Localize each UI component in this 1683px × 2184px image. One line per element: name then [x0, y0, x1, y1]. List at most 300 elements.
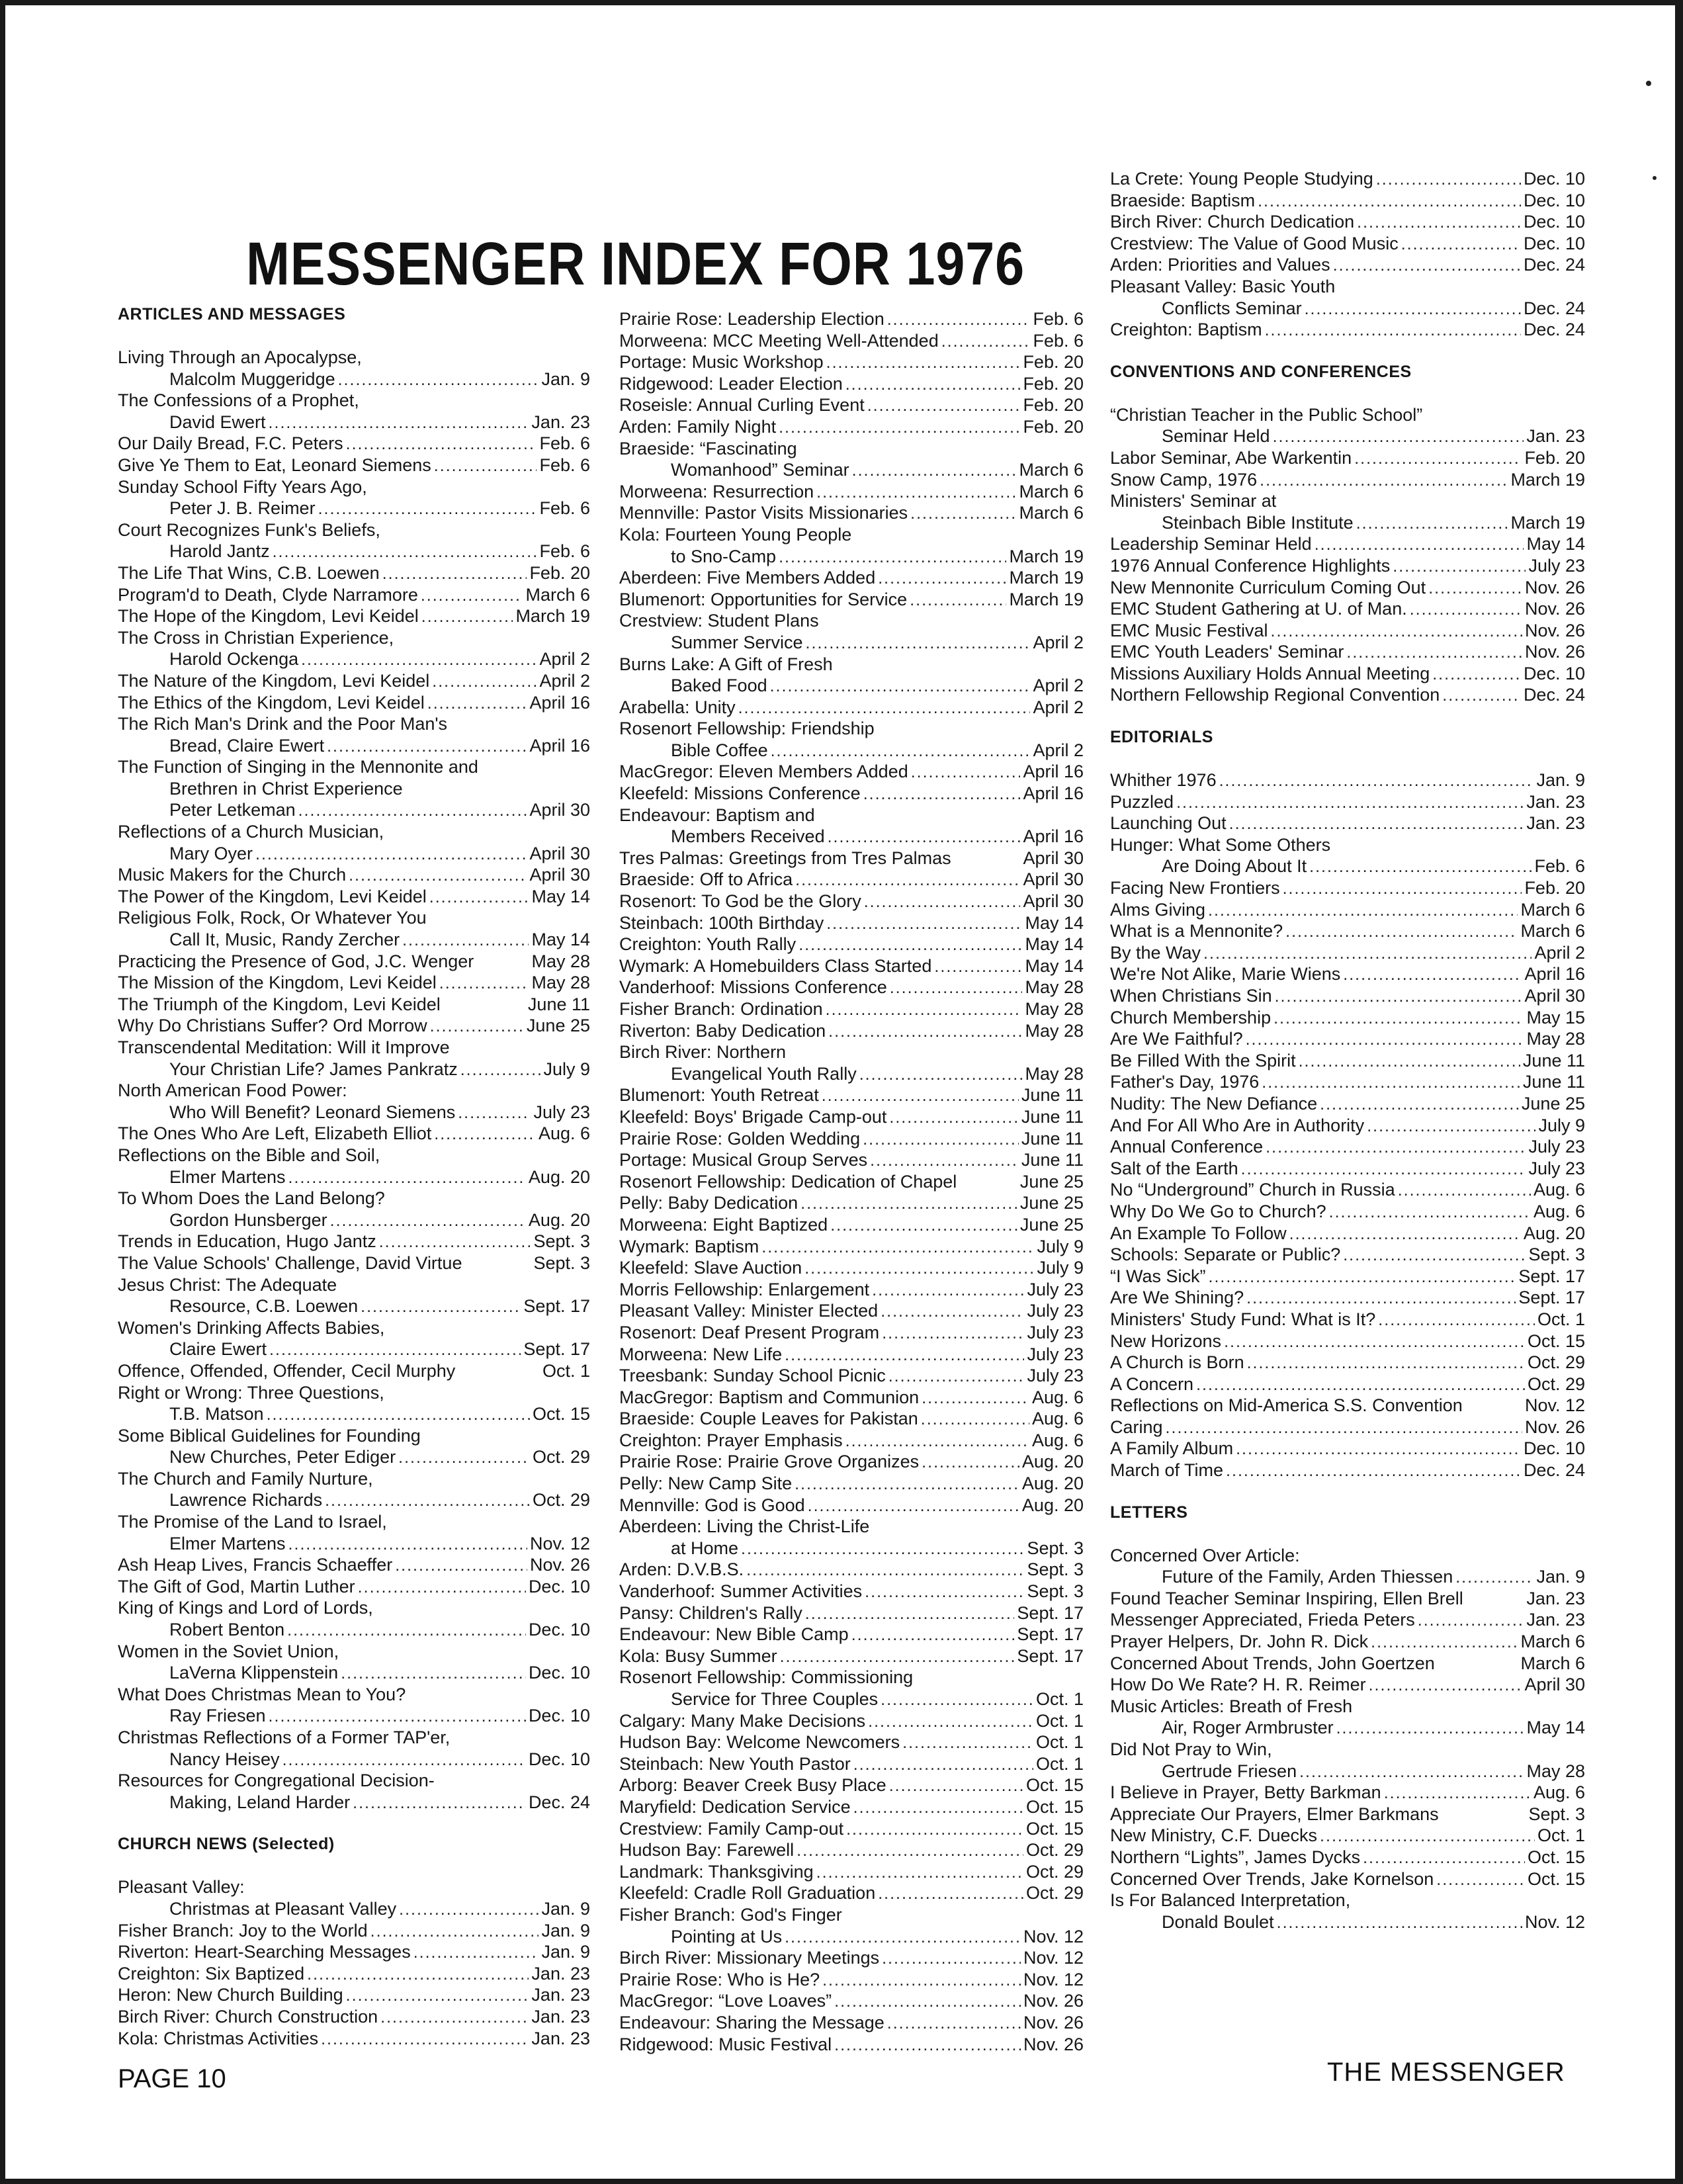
section-heading: CONVENTIONS AND CONFERENCES: [1110, 362, 1412, 381]
issue-date: Dec. 24: [528, 1792, 590, 1812]
entry-title: Rosenort Fellowship: Friendship: [619, 719, 875, 739]
issue-date: July 23: [1027, 1279, 1084, 1299]
entry-title: And For All Who Are in Authority: [1110, 1115, 1365, 1135]
index-entry: [619, 1451, 1084, 1473]
entry-title: Claire Ewert: [169, 1339, 267, 1360]
dot-leader: [1246, 1288, 1516, 1309]
index-entry: [1110, 211, 1585, 233]
issue-date: Sept. 17: [1518, 1266, 1585, 1286]
index-entry: [619, 1408, 1084, 1430]
dot-leader: [761, 1237, 1034, 1258]
index-entry: [619, 1279, 1084, 1301]
entry-title: Missions Auxiliary Holds Annual Meeting: [1110, 663, 1430, 683]
dot-leader: [845, 1430, 1029, 1452]
index-entry: [619, 955, 1084, 977]
dot-leader: [1226, 1460, 1521, 1482]
issue-date: April 2: [1033, 697, 1084, 717]
dot-leader: [1410, 599, 1522, 621]
index-entry: [118, 929, 590, 951]
index-entry: [619, 1538, 1084, 1559]
entry-title: Tres Palmas: Greetings from Tres Palmas: [619, 848, 951, 868]
index-entry: [619, 1990, 1084, 2012]
dot-leader: [1428, 578, 1522, 599]
index-entry: [1110, 1739, 1585, 1761]
issue-date: April 2: [1033, 676, 1084, 696]
dot-leader: [370, 1921, 539, 1943]
index-entry: [1110, 1374, 1585, 1395]
entry-title: Birch River: Church Dedication: [1110, 212, 1355, 232]
entry-title: Our Daily Bread, F.C. Peters: [118, 433, 343, 454]
issue-date: Oct. 15: [1025, 1818, 1084, 1839]
scan-speck: [1646, 81, 1651, 86]
dot-leader: [380, 2007, 529, 2029]
dot-leader: [267, 1404, 530, 1426]
dot-leader: [922, 1452, 1019, 1473]
entry-title: Prairie Rose: Golden Wedding: [619, 1128, 861, 1149]
entry-title: Nancy Heisey: [169, 1749, 280, 1769]
entry-title: Music Makers for the Church: [118, 865, 347, 885]
issue-date: April 16: [529, 735, 590, 756]
issue-date: April 2: [539, 670, 590, 691]
issue-date: May 28: [1025, 977, 1084, 998]
index-entry: [1110, 1761, 1585, 1782]
index-entry: [118, 1749, 590, 1770]
index-entry: [619, 1192, 1084, 1214]
index-entry: [619, 438, 1084, 460]
index-entry: [1110, 1309, 1585, 1331]
entry-title: Arden: Family Night: [619, 416, 777, 437]
entry-title: Caring: [1110, 1417, 1163, 1437]
entry-title: Wymark: Baptism: [619, 1236, 759, 1256]
entry-title: By the Way: [1110, 942, 1201, 963]
issue-date: April 16: [1023, 762, 1084, 782]
index-entry: [619, 1904, 1084, 1926]
issue-date: March 19: [1510, 469, 1585, 490]
dot-leader: [845, 374, 1021, 396]
issue-date: March 6: [1520, 1653, 1585, 1673]
issue-date: May 28: [531, 973, 590, 993]
issue-date: June 25: [1019, 1214, 1084, 1235]
issue-date: Feb. 6: [539, 541, 590, 562]
entry-title: Lawrence Richards: [169, 1490, 323, 1510]
entry-title: Pointing at Us: [671, 1926, 783, 1946]
dot-leader: [865, 1581, 1024, 1603]
issue-date: June 11: [1021, 1085, 1084, 1106]
index-column-3: [1110, 168, 1585, 1933]
entry-title: Making, Leland Harder: [169, 1792, 351, 1812]
entry-title: Elmer Martens: [169, 1166, 286, 1187]
index-entry: [118, 1597, 590, 1619]
index-entry: [1110, 319, 1585, 341]
index-entry: [118, 1770, 590, 1792]
issue-date: March 19: [1009, 589, 1084, 609]
issue-date: Nov. 26: [1524, 599, 1585, 619]
issue-date: Feb. 6: [539, 433, 590, 454]
dot-leader: [1260, 470, 1508, 492]
index-entry: [118, 1231, 590, 1252]
index-entry: [619, 1882, 1084, 1904]
dot-leader: [1176, 792, 1524, 814]
index-entry: [1110, 1609, 1585, 1631]
issue-date: May 28: [1025, 999, 1084, 1019]
dot-leader: [269, 1706, 526, 1727]
index-entry: [1110, 190, 1585, 212]
index-entry: [118, 907, 590, 929]
issue-date: June 11: [1522, 1072, 1585, 1092]
entry-title: Offence, Offended, Offender, Cecil Murphy: [118, 1360, 456, 1381]
index-entry: [619, 891, 1084, 912]
entry-title: The Function of Singing in the Mennonite and: [118, 757, 478, 777]
index-entry: [118, 1102, 590, 1123]
entry-title: A Family Album: [1110, 1438, 1234, 1459]
index-entry: [118, 369, 590, 390]
issue-date: Sept. 17: [523, 1296, 590, 1317]
section-heading: EDITORIALS: [1110, 728, 1213, 747]
entry-title: Arabella: Unity: [619, 697, 736, 717]
entry-title: Northern Fellowship Regional Convention: [1110, 685, 1440, 705]
dot-leader: [853, 1754, 1033, 1776]
entry-title: Pansy: Children's Rally: [619, 1602, 802, 1623]
issue-date: Nov. 26: [1023, 2012, 1084, 2032]
index-column-1: [118, 303, 590, 2049]
entry-title: Arborg: Beaver Creek Busy Place: [619, 1775, 886, 1796]
index-entry: [1110, 1395, 1585, 1417]
dot-leader: [1224, 1331, 1525, 1353]
issue-date: Nov. 12: [529, 1533, 590, 1553]
index-entry: [118, 1876, 590, 1898]
dot-leader: [882, 1323, 1024, 1344]
dot-leader: [1283, 878, 1522, 900]
index-entry: [1110, 598, 1585, 620]
issue-date: Oct. 15: [1527, 1847, 1585, 1867]
entry-title: Morweena: MCC Meeting Well-Attended: [619, 330, 939, 351]
entry-title: Endeavour: Sharing the Message: [619, 2012, 885, 2032]
index-entry: [619, 1710, 1084, 1732]
index-entry: [118, 1059, 590, 1080]
index-entry: [118, 1576, 590, 1598]
issue-date: April 30: [1524, 986, 1585, 1006]
index-entry: [619, 654, 1084, 676]
issue-date: May 14: [1025, 912, 1084, 933]
entry-title: Treesbank: Sunday School Picnic: [619, 1366, 886, 1386]
dot-leader: [1241, 1158, 1526, 1180]
dot-leader: [853, 1797, 1023, 1819]
index-entry: [619, 1387, 1084, 1409]
entry-title: Arden: D.V.B.S.: [619, 1559, 744, 1580]
entry-title: Mary Oyer: [169, 843, 253, 863]
index-entry: [619, 1495, 1084, 1516]
entry-title: Resources for Congregational Decision-: [118, 1770, 435, 1791]
entry-title: Prayer Helpers, Dr. John R. Dick: [1110, 1632, 1369, 1652]
publication-name: THE MESSENGER: [1327, 2058, 1565, 2087]
index-entry: [118, 1209, 590, 1231]
index-entry: [619, 1818, 1084, 1840]
index-entry: [619, 1969, 1084, 1991]
issue-date: Nov. 26: [1524, 1417, 1585, 1437]
entry-title: New Ministry, C.F. Duecks: [1110, 1825, 1318, 1846]
index-entry: [619, 1365, 1084, 1387]
index-entry: [619, 848, 1084, 869]
entry-title: Father's Day, 1976: [1110, 1072, 1260, 1092]
issue-date: Oct. 29: [1025, 1883, 1084, 1903]
entry-title: Fisher Branch: God's Finger: [619, 1904, 842, 1925]
issue-date: April 30: [1023, 848, 1084, 868]
index-entry: [1110, 812, 1585, 834]
entry-title: March of Time: [1110, 1460, 1224, 1481]
dot-leader: [298, 800, 527, 822]
entry-title: Court Recognizes Funk's Beliefs,: [118, 519, 380, 540]
dot-leader: [1299, 1051, 1520, 1072]
entry-title: Vanderhoof: Summer Activities: [619, 1581, 863, 1602]
entry-title: The Promise of the Land to Israel,: [118, 1512, 387, 1532]
dot-leader: [822, 1970, 1021, 1991]
entry-title: Birch River: Missionary Meetings: [619, 1948, 880, 1968]
index-entry: [619, 1171, 1084, 1193]
dot-leader: [361, 1296, 521, 1318]
entry-title: Aberdeen: Five Members Added: [619, 568, 876, 588]
index-entry: [619, 1236, 1084, 1258]
issue-date: March 6: [525, 584, 590, 605]
dot-leader: [806, 633, 1031, 654]
entry-title: Kola: Christmas Activities: [118, 2028, 319, 2048]
dot-leader: [421, 585, 523, 607]
issue-date: Nov. 26: [1524, 642, 1585, 662]
issue-date: Nov. 12: [1524, 1911, 1585, 1932]
index-entry: [118, 455, 590, 476]
issue-date: March 19: [1510, 512, 1585, 533]
dot-leader: [321, 2029, 529, 2050]
entry-title: Puzzled: [1110, 791, 1174, 812]
index-entry: [1110, 920, 1585, 942]
dot-leader: [432, 671, 537, 693]
index-entry: [118, 1317, 590, 1339]
index-entry: [1110, 1674, 1585, 1696]
dot-leader: [1271, 621, 1522, 642]
issue-date: Jan. 23: [1526, 1588, 1585, 1608]
dot-leader: [830, 1215, 1017, 1237]
dot-leader: [859, 1064, 1023, 1086]
issue-date: Jan. 9: [541, 1898, 590, 1919]
index-entry: [619, 1214, 1084, 1236]
entry-title: The Ethics of the Kingdom, Levi Keidel: [118, 692, 425, 713]
dot-leader: [1309, 856, 1532, 878]
entry-title: Crestview: Family Camp-out: [619, 1818, 844, 1839]
index-entry: [1110, 791, 1585, 813]
dot-leader: [851, 1624, 1015, 1646]
issue-date: April 16: [529, 692, 590, 713]
index-entry: [1110, 769, 1585, 791]
index-entry: [619, 459, 1084, 481]
issue-date: March 6: [1019, 460, 1084, 480]
entry-title: Arden: Priorities and Values: [1110, 255, 1330, 275]
issue-date: April 30: [1023, 891, 1084, 912]
issue-date: July 23: [1528, 1137, 1585, 1157]
issue-date: June 11: [1021, 1128, 1084, 1149]
index-entry: [118, 1252, 590, 1274]
issue-date: Sept. 3: [1528, 1245, 1585, 1265]
dot-leader: [738, 697, 1031, 719]
dot-leader: [785, 1344, 1024, 1366]
issue-date: July 9: [543, 1059, 590, 1079]
dot-leader: [878, 1883, 1023, 1905]
index-entry: [1110, 684, 1585, 706]
entry-title: Concerned Over Trends, Jake Kornelson: [1110, 1868, 1434, 1889]
entry-title: Give Ye Them to Eat, Leonard Siemens: [118, 455, 431, 475]
dot-leader: [1367, 1115, 1535, 1137]
entry-title: EMC Student Gathering at U. of Man.: [1110, 599, 1407, 619]
dot-leader: [1266, 1137, 1526, 1158]
index-entry: [619, 1344, 1084, 1366]
entry-title: Harold Ockenga: [169, 649, 299, 670]
issue-date: July 9: [1037, 1236, 1084, 1256]
entry-title: A Concern: [1110, 1374, 1194, 1394]
entry-title: Your Christian Life? James Pankratz: [169, 1059, 458, 1079]
issue-date: Aug. 20: [1021, 1495, 1084, 1515]
dot-leader: [797, 1840, 1023, 1862]
dot-leader: [889, 1107, 1019, 1129]
dot-leader: [429, 887, 529, 908]
page-border-left: [0, 0, 5, 2184]
scan-speck: [1653, 176, 1657, 180]
issue-date: June 11: [1522, 1050, 1585, 1070]
index-entry: [1110, 233, 1585, 255]
dot-leader: [902, 1732, 1033, 1754]
index-entry: [619, 351, 1084, 373]
issue-date: May 14: [531, 886, 590, 906]
issue-date: Feb. 20: [1524, 878, 1585, 898]
index-entry: [619, 697, 1084, 719]
issue-date: April 16: [1524, 964, 1585, 984]
dot-leader: [288, 1534, 527, 1555]
dot-leader: [1329, 1201, 1531, 1223]
index-entry: [118, 1037, 590, 1059]
issue-date: April 30: [1023, 869, 1084, 890]
entry-title: Morweena: New Life: [619, 1344, 783, 1364]
issue-date: Dec. 24: [1523, 255, 1585, 275]
entry-title: Northern “Lights”, James Dycks: [1110, 1847, 1361, 1867]
index-entry: [1110, 1331, 1585, 1352]
index-entry: [619, 783, 1084, 805]
entry-title: Rosenort: Deaf Present Program: [619, 1322, 880, 1342]
index-entry: [1110, 1050, 1585, 1072]
entry-title: Crestview: Student Plans: [619, 611, 819, 631]
dot-leader: [1166, 1417, 1522, 1439]
issue-date: May 14: [1526, 1718, 1585, 1738]
issue-date: Feb. 20: [1023, 395, 1084, 415]
issue-date: July 23: [1528, 1158, 1585, 1178]
entry-title: Roseisle: Annual Curling Event: [619, 395, 865, 415]
issue-date: April 30: [529, 865, 590, 885]
dot-leader: [338, 369, 539, 391]
dot-leader: [834, 1991, 1021, 2013]
entry-title: Kola: Fourteen Young People: [619, 524, 852, 545]
dot-leader: [934, 956, 1022, 978]
dot-leader: [888, 1366, 1025, 1387]
entry-title: Pelly: New Camp Site: [619, 1473, 793, 1494]
dot-leader: [808, 1495, 1019, 1517]
index-entry: [619, 1257, 1084, 1279]
index-entry: [1110, 1093, 1585, 1115]
entry-title: Leadership Seminar Held: [1110, 534, 1312, 554]
dot-leader: [1384, 1782, 1531, 1804]
dot-leader: [349, 865, 527, 887]
entry-title: Music Articles: Breath of Fresh: [1110, 1696, 1353, 1716]
issue-date: July 23: [1027, 1344, 1084, 1364]
index-entry: [619, 1106, 1084, 1128]
dot-leader: [834, 2034, 1021, 2056]
entry-title: Portage: Musical Group Serves: [619, 1150, 868, 1170]
index-entry: [1110, 1438, 1585, 1460]
dot-leader: [1196, 1374, 1525, 1396]
index-entry: [118, 1727, 590, 1749]
entry-title: Jesus Christ: The Adequate: [118, 1274, 337, 1295]
index-entry: [1110, 469, 1585, 491]
issue-date: Oct. 1: [1035, 1732, 1084, 1753]
entry-title: How Do We Rate? H. R. Reimer: [1110, 1675, 1366, 1695]
dot-leader: [1393, 556, 1526, 578]
issue-date: Sept. 3: [1528, 1804, 1585, 1824]
index-entry: [619, 1084, 1084, 1106]
dot-leader: [398, 1447, 530, 1469]
entry-title: Hudson Bay: Welcome Newcomers: [619, 1732, 900, 1753]
index-entry: [619, 1667, 1084, 1688]
dot-leader: [382, 563, 527, 585]
index-entry: [118, 670, 590, 692]
issue-date: Feb. 20: [1023, 416, 1084, 437]
index-entry: [619, 2012, 1084, 2034]
issue-date: Jan. 9: [541, 1920, 590, 1941]
dot-leader: [434, 1123, 536, 1145]
index-entry: [118, 1533, 590, 1555]
entry-title: Birch River: Northern: [619, 1042, 787, 1063]
dot-leader: [1343, 1245, 1526, 1266]
entry-title: Robert Benton: [169, 1620, 285, 1640]
entry-title: The Hope of the Kingdom, Levi Keidel: [118, 606, 419, 627]
dot-leader: [804, 1258, 1034, 1280]
dot-leader: [327, 736, 527, 758]
issue-date: Feb. 6: [1033, 309, 1084, 329]
dot-leader: [1262, 1072, 1520, 1094]
issue-date: Jan. 9: [1536, 770, 1585, 791]
index-entry: [1110, 641, 1585, 663]
issue-date: Dec. 10: [528, 1749, 590, 1769]
dot-leader: [887, 2013, 1021, 2034]
entry-title: The Ones Who Are Left, Elizabeth Elliot: [118, 1123, 432, 1144]
entry-title: Ridgewood: Music Festival: [619, 2034, 832, 2054]
index-entry: [118, 476, 590, 498]
page-number: PAGE 10: [118, 2064, 226, 2093]
issue-date: Feb. 20: [1023, 373, 1084, 394]
entry-title: Be Filled With the Spirit: [1110, 1050, 1296, 1070]
issue-date: July 9: [1538, 1115, 1585, 1135]
index-entry: [1110, 942, 1585, 964]
index-entry: [118, 864, 590, 886]
entry-title: Maryfield: Dedication Service: [619, 1796, 851, 1817]
entry-title: Messenger Appreciated, Frieda Peters: [1110, 1610, 1415, 1630]
issue-date: Nov. 12: [1023, 1969, 1084, 1989]
entry-title: Right or Wrong: Three Questions,: [118, 1382, 384, 1403]
issue-date: Jan. 23: [1526, 791, 1585, 812]
entry-title: Why Do Christians Suffer? Ord Morrow: [118, 1016, 427, 1036]
entry-title: Ray Friesen: [169, 1706, 266, 1726]
entry-title: Is For Balanced Interpretation,: [1110, 1890, 1351, 1911]
dot-leader: [430, 1016, 524, 1037]
entry-title: Steinbach Bible Institute: [1162, 512, 1354, 533]
entry-title: Braeside: Baptism: [1110, 190, 1256, 210]
issue-date: Feb. 20: [529, 562, 590, 583]
entry-title: Prairie Rose: Prairie Grove Organizes: [619, 1452, 920, 1472]
dot-leader: [741, 1538, 1024, 1560]
